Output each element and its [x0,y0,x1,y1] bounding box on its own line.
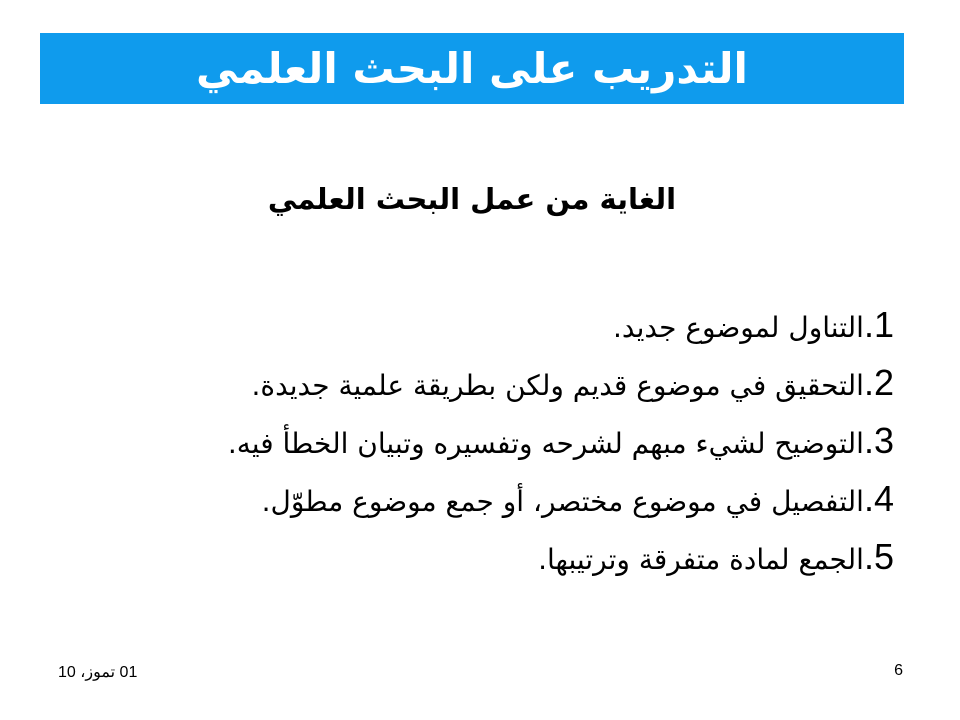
list-item-number: 3. [863,420,894,461]
list-item-text: التناول لموضوع جديد. [613,311,864,344]
list-item [94,470,894,528]
list-item-text: الجمع لمادة متفرقة وترتيبها. [538,543,864,576]
list-item [94,528,894,586]
list-item-text: التوضيح لشيء مبهم لشرحه وتفسيره وتبيان الخطأ فيه. [227,427,864,460]
footer-page-number: 6 [894,662,903,679]
list-item-text: التفصيل في موضوع مختصر، أو جمع موضوع مطوّل. [261,485,864,518]
slide-subtitle: الغاية من عمل البحث العلمي [267,182,677,216]
footer-date: 01 تموز، 10 [58,664,138,681]
title-bar [40,33,904,104]
list-item [94,296,894,354]
list-item-number: 4. [863,478,894,519]
list-item-number: 5. [863,536,894,577]
list-item-number: 2. [863,362,894,403]
list-item-number: 1. [863,304,894,345]
list-item [94,354,894,412]
objectives-list [94,296,894,586]
list-item [94,412,894,470]
list-item-text: التحقيق في موضوع قديم ولكن بطريقة علمية جديدة. [251,369,864,402]
slide-title: التدريب على البحث العلمي [196,44,748,93]
